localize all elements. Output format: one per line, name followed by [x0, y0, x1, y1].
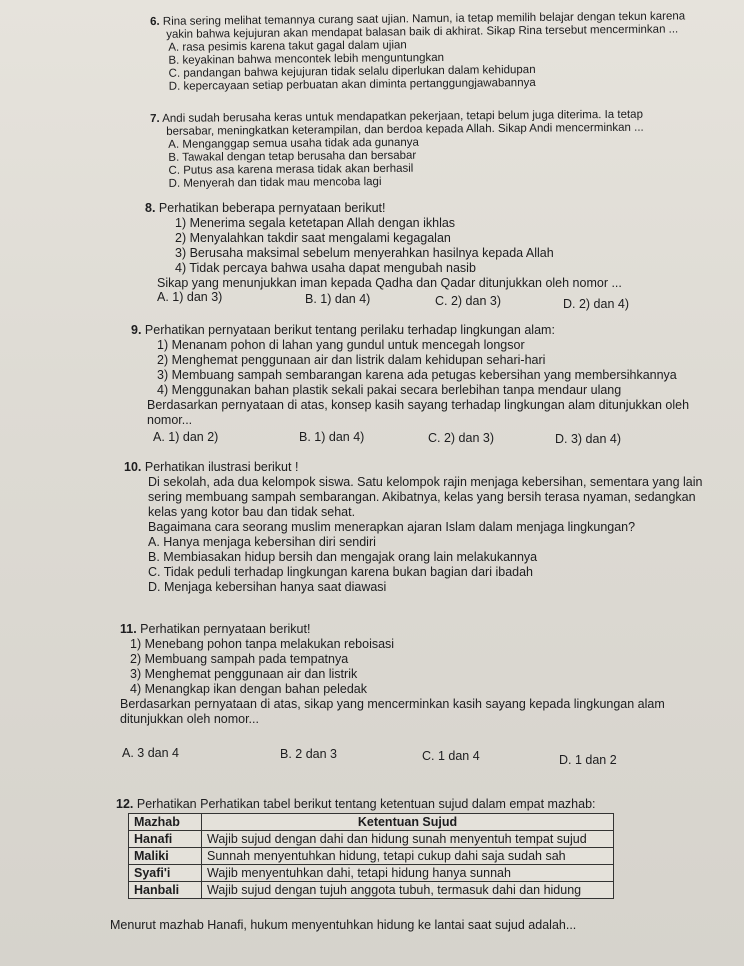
question-prompt-line: ditunjukkan oleh nomor...: [120, 712, 259, 726]
question-number: 9.: [131, 323, 142, 337]
question-stem-line: bersabar, meningkatkan keterampilan, dan berdoa kepada Allah. Sikap Andi mencerminkan ...: [166, 121, 644, 138]
option-d[interactable]: D. kepercayaan setiap perbuatan akan diminta pertanggungjawabannya: [168, 76, 536, 93]
option-d[interactable]: D. 2) dan 4): [563, 297, 630, 311]
option-b[interactable]: B. keyakinan bahwa mencontek lebih menguntungkan: [168, 51, 445, 67]
option-b[interactable]: B. Tawakal dengan tetap berusaha dan bersabar: [168, 149, 417, 164]
question-number: 10.: [124, 460, 142, 474]
question-number: 6.: [150, 15, 160, 28]
option-a[interactable]: A. 1) dan 3): [157, 290, 223, 304]
table-cell-mazhab: Hanafi: [129, 831, 202, 848]
statement-1: 1) Menerima segala ketetapan Allah dengan ikhlas: [175, 216, 456, 230]
option-c[interactable]: C. 2) dan 3): [435, 294, 502, 308]
question-8: [145, 201, 740, 291]
question-prompt: Menurut mazhab Hanafi, hukum menyentuhkan hidung ke lantai saat sujud adalah...: [110, 918, 577, 932]
option-d[interactable]: D. Menjaga kebersihan hanya saat diawasi: [148, 580, 387, 594]
table-cell-ketentuan: Wajib menyentuhkan dahi, tetapi hidung hanya sunnah: [202, 865, 614, 882]
statement-2: 2) Menghemat penggunaan air dan listrik dalam kehidupan sehari-hari: [157, 353, 546, 367]
option-c[interactable]: C. pandangan bahwa kejujuran tidak selalu diperlukan dalam kehidupan: [168, 63, 536, 80]
option-c[interactable]: C. 1 dan 4: [422, 749, 480, 763]
question-stem: Perhatikan ilustrasi berikut !: [144, 460, 299, 474]
statement-1: 1) Menanam pohon di lahan yang gundul untuk mencegah longsor: [157, 338, 525, 352]
question-stem-line: Andi sudah berusaha keras untuk mendapatkan pekerjaan, tetapi belum juga diterima. Ia tetap: [162, 108, 644, 125]
table-header-cell: Ketentuan Sujud: [202, 814, 614, 831]
question-12: [116, 797, 736, 812]
statement-3: 3) Membuang sampah sembarangan karena ada petugas kebersihan yang membersihkannya: [157, 368, 677, 382]
option-a[interactable]: A. 3 dan 4: [122, 746, 179, 760]
option-b[interactable]: B. Membiasakan hidup bersih dan mengajak orang lain melakukannya: [148, 550, 538, 564]
question-stem-line: yakin bahwa kejujuran akan mendapat balasan baik di akhirat. Sikap Rina tersebut mencerminkan ...: [166, 23, 679, 41]
question-prompt-line: nomor...: [147, 413, 193, 427]
table-cell-mazhab: Hanbali: [129, 882, 202, 899]
option-a[interactable]: A. 1) dan 2): [153, 430, 219, 444]
question-8-options: [157, 290, 737, 311]
statement-2: 2) Menyalahkan takdir saat mengalami kegagalan: [175, 231, 451, 245]
question-stem: Perhatikan pernyataan berikut!: [140, 622, 311, 636]
question-12-prompt: [110, 918, 736, 933]
option-d[interactable]: D. 1 dan 2: [559, 753, 617, 767]
statement-3: 3) Menghemat penggunaan air dan listrik: [130, 667, 358, 681]
table-row: [129, 848, 614, 865]
question-number: 7.: [150, 112, 160, 125]
option-c[interactable]: C. 2) dan 3): [428, 431, 495, 445]
question-9: [131, 323, 736, 428]
option-d[interactable]: D. Menyerah dan tidak mau mencoba lagi: [168, 175, 382, 190]
illustration-line: sering membuang sampah sembarangan. Akibatnya, kelas yang bersih terasa nyaman, sedangkan: [148, 490, 696, 504]
table-row: [129, 865, 614, 882]
question-prompt-line: Berdasarkan pernyataan di atas, sikap yang mencerminkan kasih sayang kepada lingkungan alam: [120, 697, 665, 711]
statement-4: 4) Menggunakan bahan plastik sekali pakai secara berlebihan tanpa mendaur ulang: [157, 383, 622, 397]
option-b[interactable]: B. 2 dan 3: [280, 747, 337, 761]
mazhab-table: [128, 813, 614, 899]
option-d[interactable]: D. 3) dan 4): [555, 432, 622, 446]
statement-4: 4) Tidak percaya bahwa usaha dapat mengubah nasib: [175, 261, 476, 275]
option-b[interactable]: B. 1) dan 4): [305, 292, 371, 306]
question-prompt-line: Berdasarkan pernyataan di atas, konsep kasih sayang terhadap lingkungan alam ditunjukkan oleh: [147, 398, 690, 412]
option-a[interactable]: A. Hanya menjaga kebersihan diri sendiri: [148, 535, 376, 549]
statement-3: 3) Berusaha maksimal sebelum menyerahkan hasilnya kepada Allah: [175, 246, 554, 260]
option-c[interactable]: C. Putus asa karena merasa tidak akan berhasil: [168, 162, 414, 177]
question-prompt: Sikap yang menunjukkan iman kepada Qadha dan Qadar ditunjukkan oleh nomor ...: [157, 276, 622, 290]
question-prompt: Bagaimana cara seorang muslim menerapkan ajaran Islam dalam menjaga lingkungan?: [148, 520, 636, 534]
statement-1: 1) Menebang pohon tanpa melakukan reboisasi: [130, 637, 395, 651]
statement-4: 4) Menangkap ikan dengan bahan peledak: [130, 682, 367, 696]
question-stem-line: Rina sering melihat temannya curang saat ujian. Namun, ia tetap memilih belajar dengan tekun karena: [162, 10, 686, 28]
question-9-options: [153, 430, 733, 448]
question-stem: Perhatikan beberapa pernyataan berikut!: [158, 201, 386, 215]
option-a[interactable]: A. Menganggap semua usaha tidak ada gunanya: [168, 136, 419, 151]
table-cell-ketentuan: Wajib sujud dengan tujuh anggota tubuh, termasuk dahi dan hidung: [202, 882, 614, 899]
table-cell-ketentuan: Wajib sujud dengan dahi dan hidung sunah menyentuh tempat sujud: [202, 831, 614, 848]
question-6: [150, 10, 741, 94]
table-header-cell: Mazhab: [129, 814, 202, 831]
question-10: [124, 460, 736, 595]
question-stem: Perhatikan pernyataan berikut tentang perilaku terhadap lingkungan alam:: [144, 323, 555, 337]
illustration-line: Di sekolah, ada dua kelompok siswa. Satu kelompok rajin menjaga kebersihan, sementara yang lain: [148, 475, 703, 489]
table-row: [129, 831, 614, 848]
table-header-row: [129, 814, 614, 831]
option-b[interactable]: B. 1) dan 4): [299, 430, 365, 444]
question-number: 8.: [145, 201, 156, 215]
table-cell-ketentuan: Sunnah menyentuhkan hidung, tetapi cukup dahi saja sudah sah: [202, 848, 614, 865]
question-11: [120, 622, 736, 727]
question-7: [150, 108, 741, 191]
table-cell-mazhab: Syafi'i: [129, 865, 202, 882]
question-number: 12.: [116, 797, 134, 811]
question-11-options: [122, 746, 722, 766]
illustration-line: kelas yang kotor bau dan tidak sehat.: [148, 505, 356, 519]
question-number: 11.: [120, 622, 137, 636]
table-row: [129, 882, 614, 899]
table-cell-mazhab: Maliki: [129, 848, 202, 865]
question-stem: Perhatikan Perhatikan tabel berikut tentang ketentuan sujud dalam empat mazhab:: [136, 797, 596, 811]
option-a[interactable]: A. rasa pesimis karena takut gagal dalam ujian: [168, 39, 407, 54]
option-c[interactable]: C. Tidak peduli terhadap lingkungan karena bukan bagian dari ibadah: [148, 565, 534, 579]
statement-2: 2) Membuang sampah pada tempatnya: [130, 652, 349, 666]
